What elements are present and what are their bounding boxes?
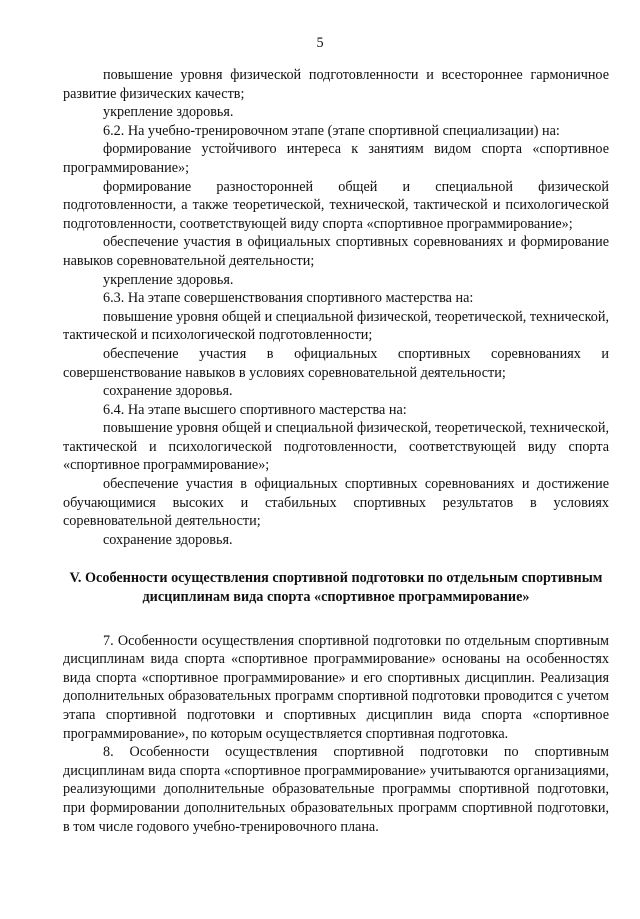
paragraph: повышение уровня общей и специальной физической, теоретической, технической, тактической и психологической подготовленности, соответствующей виду спорта «спортивное программирование»;: [63, 420, 609, 474]
paragraph: сохранение здоровья.: [103, 383, 233, 400]
paragraph: 6.4. На этапе высшего спортивного мастерства на:: [103, 401, 407, 418]
paragraph: обеспечение участия в официальных спортивных соревнованиях и формирование навыков соревновательной деятельности;: [63, 234, 609, 269]
paragraph: обеспечение участия в официальных спортивных соревнованиях и достижение обучающимися высоких и стабильных спортивных результатов в условиях соревновательной деятельности;: [63, 476, 609, 530]
paragraph: формирование устойчивого интереса к занятиям видом спорта «спортивное программирование»;: [63, 141, 609, 176]
paragraph: обеспечение участия в официальных спортивных соревнованиях и совершенствование навыков в условиях соревновательной деятельности;: [63, 345, 609, 381]
paragraph: 7. Особенности осуществления спортивной подготовки по отдельным спортивным дисциплинам вида спорта «спортивное программирование» основаны на особенностях вида спорта «спортивное программирование» и его спортивных дисциплин. Реализация дополнительных образовательных программ спортивной подготовки проводится с учетом этапа спортивной подготовки и спортивных дисциплин вида спорта «спортивное программирование», по которым осуществляется спортивная подготовка.: [63, 632, 609, 742]
paragraph: 6.2. На учебно-тренировочном этапе (этапе спортивной специализации) на:: [103, 122, 560, 139]
paragraph: укрепление здоровья.: [103, 104, 234, 121]
paragraph: формирование разносторонней общей и специальной физической подготовленности, а также теоретической, технической, тактической и психологической подготовленности, соответствующей виду спорта «спортивное программирование»;: [63, 178, 609, 232]
paragraph: повышение уровня общей и специальной физической, теоретической, технической, тактической и психологической подготовленности;: [63, 308, 609, 344]
paragraph: сохранение здоровья.: [103, 531, 233, 548]
page-number: 5: [316, 35, 324, 51]
section-heading: V. Особенности осуществления спортивной подготовки по отдельным спортивным дисциплинам вида спорта «спортивное программирование»: [69, 570, 603, 606]
document-body: [63, 66, 609, 836]
paragraph: повышение уровня физической подготовленности и всестороннее гармоничное развитие физических качеств;: [63, 67, 609, 102]
paragraph: 6.3. На этапе совершенствования спортивного мастерства на:: [103, 290, 474, 307]
paragraph: укрепление здоровья.: [103, 271, 234, 288]
paragraph: 8. Особенности осуществления спортивной подготовки по спортивным дисциплинам вида спорта «спортивное программирование» учитываются организациями, реализующими дополнительные образовательные программы спортивной подготовки, при формировании дополнительных образовательных программ спортивной подготовки, в том числе годового учебно-тренировочного плана.: [63, 744, 609, 835]
